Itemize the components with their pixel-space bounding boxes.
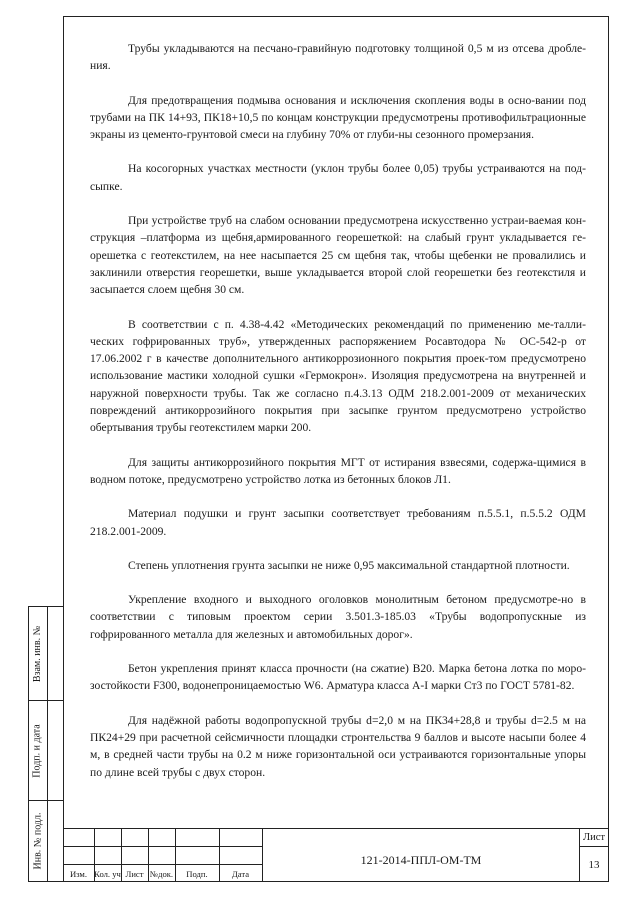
margin-stamp-vzam-inv xyxy=(28,606,48,701)
paragraph: Материал подушки и грунт засыпки соответствует требованиям п.5.5.1, п.5.5.2 ОДМ 218.2.001-2009. xyxy=(90,507,586,538)
paragraph: Укрепление входного и выходного оголовков монолитным бетоном предусмотре-но в соответствии с типовым проектом серии 3.501.3-185.03 «Трубы водопропускные из гофрированного металла для железных и автомобильных дорог». xyxy=(90,593,586,641)
margin-stamp-vzam-inv-value xyxy=(47,606,64,701)
margin-stamp-label: Подп. и дата xyxy=(32,723,43,778)
margin-stamp-label: Взам. инв. № xyxy=(32,625,44,682)
title-block-col-ndok: №док. xyxy=(149,869,174,879)
document-body xyxy=(90,40,586,798)
paragraph: Для надёжной работы водопропускной трубы d=2,0 м на ПК34+28,8 и трубы d=2.5 м на ПК24+29 при расчетной сейсмичности площадки стронтельства 9 баллов и высоте насыпи более 4 м, в средней части трубы на 0.2 м ниже горизонтальной оси устраиваются горизонтальные упоры по длине всей трубы с двух сторон. xyxy=(90,713,586,779)
paragraph: Трубы укладываются на песчано-гравийную подготовку толщиной 0,5 м из отсева дробле-ния. xyxy=(90,42,586,73)
margin-stamp-inv-podl xyxy=(28,800,48,882)
paragraph: Бетон укрепления принят класса прочности (на сжатие) В20. Марка бетона лотка по моро-зостойкости F300, водонепроницаемостью W6. Арматура класса А-I марки Ст3 по ГОСТ 5781-82. xyxy=(90,662,586,693)
paragraph: При устройстве труб на слабом основании предусмотрена искусственно устраи-ваемая кон-струкция –платформа из щебня,армированного георешеткой: на слабый грунт укладывается ге-орешетка с геотекстилем, на нее насыпается 25 см щебня так, чтобы щебенки не провалились и заклинили отверстия георешетки, выше укладывается второй слой георешетки без геотекстиля и засыпается слоем щебня 30 см. xyxy=(90,214,586,297)
margin-stamp-podp-data xyxy=(28,700,48,801)
margin-stamp-label: Инв. № подл. xyxy=(32,812,44,870)
paragraph: На косогорных участках местности (уклон трубы более 0,05) трубы устраиваются на под-сыпке. xyxy=(90,162,586,193)
title-block-col-kol-uch: Кол. уч xyxy=(94,869,121,879)
document-code: 121-2014-ППЛ-ОМ-ТМ xyxy=(360,853,482,867)
paragraph: В соответствии с п. 4.38-4.42 «Методических рекомендаций по применению ме-талли-ческих гофрированных труб», утвержденных распоряжением Росавтодора № ОС-542-р от 17.06.2002 г в качестве дополнительного антикоррозионного покрытия проек-том предусмотрено использование мастики холодной сушки «Гермокрон». Изоляция предусмотрена на внутренней и наружной поверхности трубы. Так же согласно п.4.3.13 ОДМ 218.2.001-2009 от механических повреждений антикоррозийного покрытия при засыпке грунтом предусмотрено устройство обертывания трубы геотекстилем марки 200. xyxy=(90,317,586,435)
title-block-col-podp: Подп. xyxy=(186,869,208,879)
paragraph: Для защиты антикоррозийного покрытия МГТ от истирания взвесями, содержа-щимися в водном потоке, предусмотрено устройство лотка из бетонных блоков Л1. xyxy=(90,455,586,486)
paragraph: Степень уплотнения грунта засыпки не ниже 0,95 максимальной стандартной плотности. xyxy=(128,558,570,572)
margin-stamp-podp-data-value xyxy=(47,700,64,801)
margin-stamp-inv-podl-value xyxy=(47,800,64,882)
sheet-number: 13 xyxy=(588,859,600,871)
title-block-col-izm: Изм. xyxy=(69,869,88,879)
title-block-col-data: Дата xyxy=(231,869,250,879)
title-block-col-list: Лист xyxy=(125,869,144,879)
sheet-label: Лист xyxy=(583,832,605,843)
paragraph: Для предотвращения подмыва основания и исключения скопления воды в осно-вании под трубами на ПК 14+93, ПК18+10,5 по концам конструкции предусмотрены противофильтрационные экраны из цементо-грунтовой смеси на глубину 70% от глуби-ны сезонного промерзания. xyxy=(90,93,586,142)
title-block xyxy=(63,828,609,882)
